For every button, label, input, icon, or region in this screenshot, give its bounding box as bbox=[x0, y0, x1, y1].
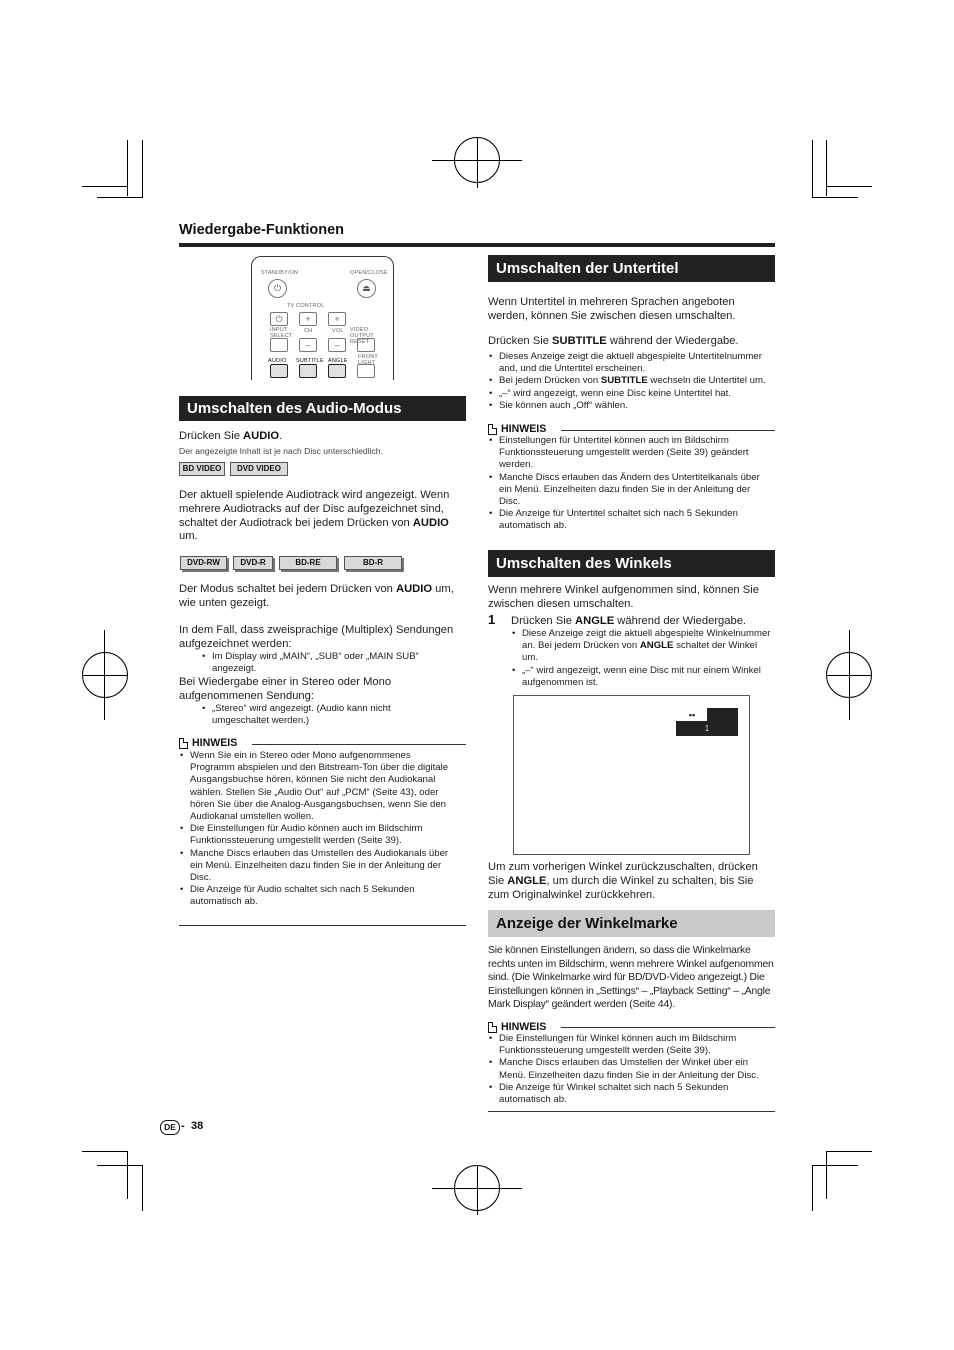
angle-bullet: • „–“ wird angezeigt, wenn eine Disc mit nur einem Winkel aufgenommen ist. bbox=[511, 665, 773, 689]
power-icon: ⏻ bbox=[268, 279, 287, 298]
audio-hinweis-list bbox=[179, 750, 449, 909]
audio-hinweis-rule bbox=[252, 744, 466, 745]
angle-press-instruction bbox=[511, 615, 775, 629]
page-section-title: Wiedergabe-Funktionen bbox=[179, 222, 345, 238]
subtitle-button-icon bbox=[299, 364, 317, 378]
page-number: 38 bbox=[191, 1120, 204, 1132]
remote-label-front-light: FRONT LIGHT bbox=[358, 354, 378, 366]
angle-mark-hinweis-rule bbox=[561, 1027, 775, 1028]
vol-down-icon: – bbox=[328, 338, 346, 352]
angle-mark-heading: Anzeige der Winkelmarke bbox=[488, 910, 775, 937]
ch-down-icon: – bbox=[299, 338, 317, 352]
audio-press-key: AUDIO bbox=[243, 430, 280, 442]
subtitle-press-instruction bbox=[488, 335, 775, 349]
subtitle-bullet-text: Bei jedem Drücken von bbox=[499, 375, 601, 387]
audio-button-icon bbox=[270, 364, 288, 378]
angle-return-text: Um zum vorherigen Winkel zurückzuschalten, drücken Sie bbox=[488, 861, 758, 887]
subtitle-bullet-suffix: wechseln die Untertitel um. bbox=[647, 375, 766, 387]
remote-label-angle: ANGLE bbox=[328, 358, 348, 364]
note-icon bbox=[488, 424, 497, 435]
angle-mark-hinweis-label: HINWEIS bbox=[501, 1021, 547, 1033]
subtitle-press-key: SUBTITLE bbox=[552, 335, 607, 347]
subtitle-bullets bbox=[488, 351, 775, 412]
subtitle-bullet: • „–“ wird angezeigt, wenn eine Disc keine Untertitel hat. bbox=[488, 388, 775, 400]
audio-track-suffix: um. bbox=[179, 530, 198, 543]
eject-icon: ⏏ bbox=[357, 279, 376, 298]
subtitle-bullet: • Dieses Anzeige zeigt die aktuell abgespielte Untertitelnummer and, und die Untertitel erscheinen. bbox=[488, 351, 775, 375]
stereo-bullets bbox=[201, 703, 446, 727]
input-select-icon bbox=[270, 338, 288, 352]
front-light-icon bbox=[357, 364, 375, 378]
angle-mark-hinweis-item: • Die Anzeige für Winkel schaltet sich nach 5 Sekunden automatisch ab. bbox=[488, 1082, 775, 1106]
audio-track-paragraph bbox=[179, 489, 466, 544]
subtitle-heading: Umschalten der Untertitel bbox=[488, 255, 775, 282]
audio-hinweis-item: • Die Anzeige für Audio schaltet sich nach 5 Sekunden automatisch ab. bbox=[179, 884, 449, 908]
subtitle-intro: Wenn Untertitel in mehreren Sprachen angeboten werden, können Sie zwischen diesen umschalten. bbox=[488, 296, 736, 322]
angle-press-key: ANGLE bbox=[575, 615, 615, 627]
header-rule bbox=[179, 243, 775, 247]
angle-press-prefix: Drücken Sie bbox=[511, 615, 576, 627]
angle-screen-illustration bbox=[513, 695, 750, 855]
remote-label-tv-control: TV CONTROL bbox=[287, 303, 325, 309]
badge-dvd-video: DVD VIDEO bbox=[230, 462, 288, 476]
vol-up-icon: + bbox=[328, 312, 346, 326]
subtitle-press-prefix: Drücken Sie bbox=[488, 335, 553, 347]
page-number-dash: - bbox=[181, 1120, 185, 1132]
angle-number-display: 1 bbox=[704, 724, 710, 733]
angle-mark-hinweis-list bbox=[488, 1033, 775, 1106]
angle-bullet-key: ANGLE bbox=[639, 640, 674, 652]
angle-return-key: ANGLE bbox=[507, 874, 547, 887]
audio-press-instruction bbox=[179, 430, 466, 444]
angle-mark-end-rule bbox=[488, 1111, 775, 1112]
angle-bullet-text: Diese Anzeige zeigt die aktuell abgespielte Winkelnummer an. Bei jedem Drücken von bbox=[522, 628, 771, 652]
video-output-reset-icon bbox=[357, 338, 375, 352]
angle-bullet bbox=[511, 628, 773, 665]
subtitle-hinweis-rule bbox=[561, 430, 775, 431]
note-icon bbox=[488, 1022, 497, 1033]
remote-label-open-close: OPEN/CLOSE bbox=[350, 270, 388, 276]
angle-intro: Wenn mehrere Winkel aufgenommen sind, können Sie zwischen diesen umschalten. bbox=[488, 584, 759, 610]
tv-power-icon: ⏻ bbox=[270, 312, 288, 326]
audio-mode-text: Der Modus schaltet bei jedem Drücken von bbox=[179, 583, 397, 595]
audio-press-suffix: . bbox=[279, 430, 283, 442]
angle-return-suffix: , um durch die Winkel zu schalten, bis Sie zum Originalwinkel zurückkehren. bbox=[488, 874, 754, 901]
audio-press-prefix: Drücken Sie bbox=[179, 430, 244, 442]
angle-mark-hinweis-heading bbox=[488, 1021, 546, 1033]
angle-heading: Umschalten des Winkels bbox=[488, 550, 775, 577]
angle-bullet-suffix: schaltet der Winkel um. bbox=[522, 640, 758, 664]
audio-hinweis-item: • Wenn Sie ein in Stereo oder Mono aufgenommenes Programm abspielen und den Bitstream-Ton über die digitale Ausgangsbuchse hören, können Sie nicht den Audiokanal wählen. Stellen Sie „Audio Out“ auf „PCM“ (Seite 43), oder hören Sie über die Analog-Ausgangsbuchsen, wenn Sie den Audiokanal umstellen wollen. bbox=[179, 750, 449, 823]
audio-hinweis-heading bbox=[179, 737, 237, 749]
remote-label-subtitle: SUBTITLE bbox=[296, 358, 324, 364]
remote-label-audio: AUDIO bbox=[268, 358, 287, 364]
angle-mark-hinweis-item: • Manche Discs erlauben das Umstellen der Winkel über ein Menü. Einzelheiten dazu finden Sie in der Anleitung der Disc. bbox=[488, 1057, 775, 1081]
multiplex-paragraph: In dem Fall, dass zweisprachige (Multiplex) Sendungen aufgezeichnet werden: bbox=[179, 624, 454, 650]
subtitle-hinweis-list bbox=[488, 435, 772, 533]
angle-bullets bbox=[511, 628, 773, 689]
subtitle-hinweis-item: • Die Anzeige für Untertitel schaltet sich nach 5 Sekunden automatisch ab. bbox=[488, 508, 772, 532]
badge-dvd-rw: DVD-RW bbox=[180, 556, 227, 570]
angle-return-paragraph bbox=[488, 861, 775, 902]
subtitle-hinweis-heading bbox=[488, 423, 546, 435]
remote-label-input-select: INPUT SELECT bbox=[270, 327, 293, 339]
angle-button-icon bbox=[328, 364, 346, 378]
angle-step-number: 1 bbox=[488, 612, 496, 627]
audio-hinweis-item: • Die Einstellungen für Audio können auch im Bildschirm Funktionssteuerung umgestellt werden (Seite 39). bbox=[179, 823, 449, 847]
stereo-mono-paragraph: Bei Wiedergabe einer in Stereo oder Mono aufgenommenen Sendung: bbox=[179, 676, 392, 702]
multiplex-bullets bbox=[201, 651, 446, 675]
remote-label-standby: STANDBY/ON bbox=[261, 270, 299, 276]
audio-mode-heading: Umschalten des Audio-Modus bbox=[179, 396, 466, 421]
note-icon bbox=[179, 738, 188, 749]
audio-hinweis-label: HINWEIS bbox=[192, 737, 238, 749]
audio-track-text: Der aktuell spielende Audiotrack wird angezeigt. Wenn mehrere Audiotracks auf der Disc aufgezeichnet sind, schaltet der Audiotrack bei jedem Drücken von bbox=[179, 489, 450, 529]
ch-up-icon: + bbox=[299, 312, 317, 326]
badge-bd-re: BD-RE bbox=[279, 556, 337, 570]
stereo-bullet: • „Stereo“ wird angezeigt. (Audio kann nicht umgeschaltet werden.) bbox=[201, 703, 446, 727]
remote-control-illustration bbox=[251, 256, 394, 380]
audio-section-end-rule bbox=[179, 925, 466, 926]
angle-mark-body: Sie können Einstellungen ändern, so dass die Winkelmarke rechts unten im Bildschirm, wenn mehrere Winkel aufgenommen sind. (Die Winkelmarke wird für BD/DVD-Video angezeigt.) Die Einstellungen können in „Settings“ – „Playback Setting“ – „Angle Mark Display“ geändert werden (Seite 44). bbox=[488, 945, 774, 1010]
badge-dvd-r: DVD-R bbox=[233, 556, 273, 570]
subtitle-bullet-key: SUBTITLE bbox=[600, 375, 648, 387]
remote-label-ch: CH bbox=[304, 328, 313, 334]
angle-press-suffix: während der Wiedergabe. bbox=[614, 615, 747, 627]
camera-icon: ▪▪ bbox=[678, 709, 706, 720]
audio-mode-suffix: um, wie unten gezeigt. bbox=[179, 583, 454, 609]
badge-bd-r: BD-R bbox=[344, 556, 402, 570]
audio-content-note: Der angezeigte Inhalt ist je nach Disc unterschiedlich. bbox=[179, 446, 383, 456]
subtitle-hinweis-item: • Einstellungen für Untertitel können auch im Bildschirm Funktionssteuerung umgestellt werden (Seite 39) geändert werden. bbox=[488, 435, 772, 472]
audio-track-key: AUDIO bbox=[412, 516, 449, 529]
multiplex-bullet: • Im Display wird „MAIN“, „SUB“ oder „MAIN SUB“ angezeigt. bbox=[201, 651, 446, 675]
audio-mode-paragraph bbox=[179, 583, 466, 611]
audio-hinweis-item: • Manche Discs erlauben das Umstellen des Audiokanals über ein Menü. Einzelheiten dazu finden Sie in der Anleitung der Disc. bbox=[179, 848, 449, 885]
remote-label-vol: VOL bbox=[332, 328, 344, 334]
badge-bd-video: BD VIDEO bbox=[179, 462, 225, 476]
subtitle-bullet bbox=[488, 375, 775, 387]
subtitle-bullet: • Sie können auch „Off“ wählen. bbox=[488, 400, 775, 412]
language-badge: DE bbox=[160, 1120, 180, 1135]
audio-mode-key: AUDIO bbox=[396, 583, 433, 595]
angle-mark-hinweis-item: • Die Einstellungen für Winkel können auch im Bildschirm Funktionssteuerung umgestellt werden (Seite 39). bbox=[488, 1033, 775, 1057]
subtitle-hinweis-label: HINWEIS bbox=[501, 423, 547, 435]
subtitle-hinweis-item: • Manche Discs erlauben das Ändern des Untertitelkanals über ein Menü. Einzelheiten dazu finden Sie in der Anleitung der Disc. bbox=[488, 472, 772, 509]
subtitle-press-suffix: während der Wiedergabe. bbox=[606, 335, 739, 347]
remote-label-video-output-reset: VIDEO OUTPUT RESET bbox=[350, 327, 374, 345]
